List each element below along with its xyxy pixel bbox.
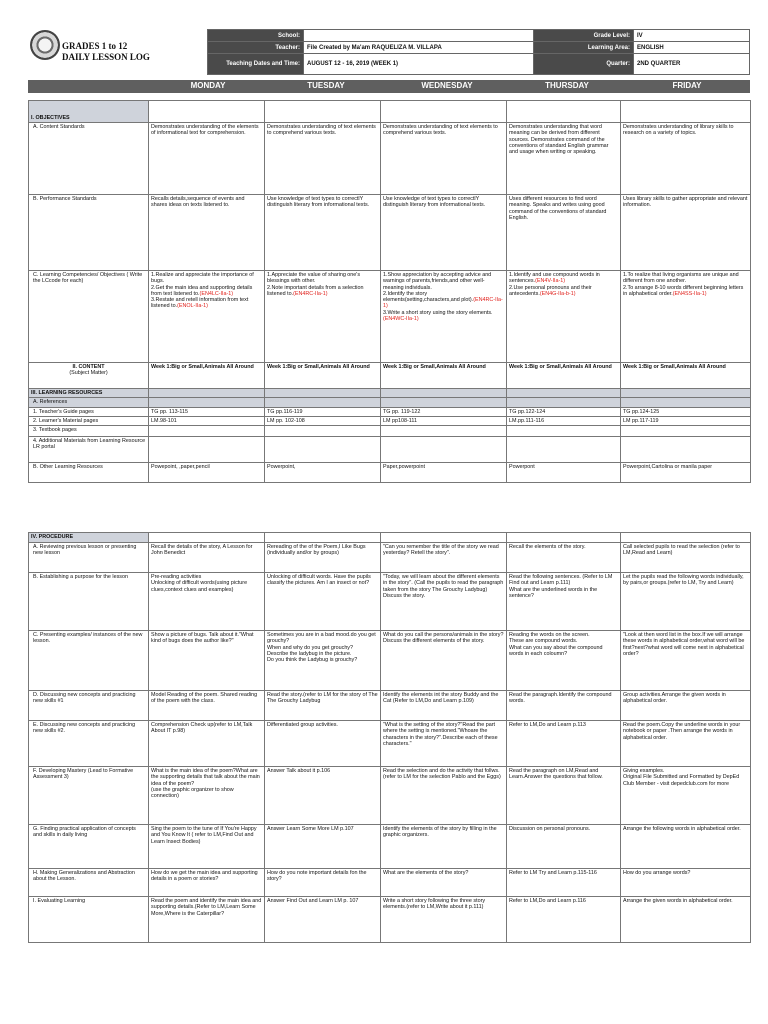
proc-d-tuesday: Read the story.(refer to LM for the story of The The Grouchy Ladybug xyxy=(265,691,381,721)
objectives-resources-table xyxy=(28,100,751,483)
content-monday: Week 1:Big or Small,Animals All Around xyxy=(149,363,265,389)
proc-g-friday: Arrange the following words in alphabetical order. xyxy=(621,825,751,869)
proc-b-friday: Let the pupils read the following words individually, by pairs,or groups.(refer to LM, Try and Learn) xyxy=(621,573,751,631)
proc-b-tuesday: Unlocking of difficult words. Have the pupils classify the pictures. Am I an insect or not? xyxy=(265,573,381,631)
proc-b-thursday: Read the following sentences. (Refer to LM Find out and Learn p.111) What are the underlined words in the sentence? xyxy=(507,573,621,631)
learning-resources-heading: III. LEARNING RESOURCES xyxy=(29,389,149,398)
proc-f-monday: What is the main idea of the poem?What are the supporting details that talk about the main idea of the poem? (use the graphic organizer to show connection) xyxy=(149,767,265,825)
log-title xyxy=(62,41,150,63)
procedure-table xyxy=(28,532,751,943)
ps-friday: Uses library skills to gather appropriate and relevant information. xyxy=(621,195,751,271)
lc-thursday: 1.Identify and use compound words in sentences.(EN4V-IIa-1) 2.Use personal pronouns and their antecedents.(EN4G-IIa-b-1) xyxy=(507,271,621,363)
content-tuesday: Week 1:Big or Small,Animals All Around xyxy=(265,363,381,389)
other-thursday: Powerpont xyxy=(507,463,621,483)
tg-friday: TG pp.124-125 xyxy=(621,407,751,416)
day-wednesday: WEDNESDAY xyxy=(421,81,473,90)
log-title-line1: GRADES 1 to 12 xyxy=(62,41,128,51)
objectives-heading: I. OBJECTIVES xyxy=(29,101,149,123)
quarter-value: 2ND QUARTER xyxy=(634,54,750,75)
proc-f-friday: Giving examples. Original File Submitted and Formatted by DepEd Club Member - visit depedclub.com for more xyxy=(621,767,751,825)
cs-tuesday: Demonstrates understanding of text elements to comprehend various texts. xyxy=(265,123,381,195)
proc-a-tuesday: Rereading of the of the Poem,I Like Bugs (individually and/or by groups) xyxy=(265,543,381,573)
log-title-line2: DAILY LESSON LOG xyxy=(62,52,150,62)
proc-d-thursday: Read the paragraph.Identify the compound words. xyxy=(507,691,621,721)
tg-wednesday: TG pp. 119-122 xyxy=(381,407,507,416)
proc-i-tuesday: Answer Find Out and Learn LM p. 107 xyxy=(265,897,381,943)
proc-e-wednesday: "What is the setting of the story?"Read the part where the setting is mentioned."Whoare the characters in the story?".Describe each of these characters." xyxy=(381,721,507,767)
lm-tuesday: LM pp. 102-108 xyxy=(265,416,381,425)
proc-f-thursday: Read the paragraph on LM,Read and Learn.Answer the questions that follow. xyxy=(507,767,621,825)
procedure-heading: IV. PROCEDURE xyxy=(29,533,149,543)
proc-f-label: F. Developing Mastery (Lead to Formative Assessment 3) xyxy=(29,767,149,825)
cs-monday: Demonstrates understanding of the elements of informational text for comprehension. xyxy=(149,123,265,195)
grade-value: IV xyxy=(634,30,750,42)
dates-label: Teaching Dates and Time: xyxy=(208,54,304,75)
proc-h-label: H. Making Generalizations and Abstraction about the Lesson. xyxy=(29,869,149,897)
proc-d-friday: Group activities.Arrange the given words in alphabetical order. xyxy=(621,691,751,721)
cs-thursday: Demonstrates understanding that word meaning can be derived from different sources. Demonstrates command of the conventions of standard English grammar and usage when writing or speaking. xyxy=(507,123,621,195)
other-tuesday: Powerpoint, xyxy=(265,463,381,483)
ps-thursday: Uses different resources to find word meaning. Speaks and writes using good command of the conventions of standard English. xyxy=(507,195,621,271)
proc-h-wednesday: What are the elements of the story? xyxy=(381,869,507,897)
content-friday: Week 1:Big or Small,Animals All Around xyxy=(621,363,751,389)
lc-monday: 1.Realize and appreciate the importance of bugs. 2.Get the main idea and supporting details from text listened to.(EN4LC-IIa-1) 3.Restate and retell information from text listened to.(ENOL-IIa-1) xyxy=(149,271,265,363)
proc-e-friday: Read the poem.Copy the underline words in your notebook or paper .Then arrange the words in alphabetical order. xyxy=(621,721,751,767)
proc-g-tuesday: Answer Learn Some More LM p.107 xyxy=(265,825,381,869)
proc-a-wednesday: "Can you remember the title of the story we read yesterday? Retell the story". xyxy=(381,543,507,573)
lm-friday: LM pp.117-119 xyxy=(621,416,751,425)
weekday-header xyxy=(28,80,750,93)
proc-g-wednesday: Identify the elements of the story by filling in the graphic organizers. xyxy=(381,825,507,869)
school-label: School: xyxy=(208,30,304,42)
additional-materials-label: 4. Additional Materials from Learning Resource LR portal xyxy=(29,437,149,463)
performance-standards-label: B. Performance Standards xyxy=(29,195,149,271)
proc-i-label: I. Evaluating Learning xyxy=(29,897,149,943)
cs-wednesday: Demonstrates understanding of text elements to comprehend various texts. xyxy=(381,123,507,195)
lc-wednesday: 1.Show appreciation by accepting advice and warnings of parents,friends,and other well-meaning individuals. 2.Identify the story elements(setting,characters,and plot).(EN4RC-IIa-1) 3.Write a short story using the story elements.(EN4WC-IIa-1) xyxy=(381,271,507,363)
lc-friday: 1.To realize that living organisms are unique and different from one another. 2.To arrange 8-10 words different beginning letters in alphabetical order.(EN4SS-IIa-1) xyxy=(621,271,751,363)
day-monday: MONDAY xyxy=(190,81,226,90)
textbook-pages-label: 3. Textbook pages xyxy=(29,426,149,437)
proc-b-wednesday: "Today, we will learn about the different elements in the story". (Call the pupils to read the paragraph taken from the story The Grouchy Ladybug) Discuss the story. xyxy=(381,573,507,631)
area-label: Learning Area: xyxy=(534,42,634,54)
proc-c-monday: Show a picture of bugs. Talk about it."What kind of bugs does the author like?" xyxy=(149,631,265,691)
lm-pages-label: 2. Learner's Material pages xyxy=(29,416,149,425)
area-value: ENGLISH xyxy=(634,42,750,54)
content-thursday: Week 1:Big or Small,Animals All Around xyxy=(507,363,621,389)
proc-h-thursday: Refer to LM Try and Learn p.115-116 xyxy=(507,869,621,897)
proc-i-monday: Read the poem and identify the main idea and supporting details.(Refer to LM,Learn Some More,Where is the Caterpillar? xyxy=(149,897,265,943)
proc-d-monday: Model Reading of the poem. Shared reading of the poem with the class. xyxy=(149,691,265,721)
proc-d-wednesday: Identify the elements int the story Buddy and the Cat (Refer to LM,Do and Learn p.109) xyxy=(381,691,507,721)
other-friday: Powerpoint,Cartolina or manila paper xyxy=(621,463,751,483)
deped-seal-icon xyxy=(30,30,60,60)
lm-monday: LM.98-101 xyxy=(149,416,265,425)
proc-e-monday: Comprehension Check up(refer to LM,Talk About IT p.98) xyxy=(149,721,265,767)
proc-i-wednesday: Write a short story following the three story elements.(refer to LM,Write about it p.111) xyxy=(381,897,507,943)
proc-f-wednesday: Read the selection and do the activity that follws.(refer to LM for the selection Pablo and the Eggs) xyxy=(381,767,507,825)
teacher-value: File Created by Ma'am RAQUELIZA M. VILLAPA xyxy=(304,42,534,54)
proc-c-friday: "Look at then word list in the box.If we will arrange these words in alphabetical order,what word will be first?next?what word will come next in alphabetical order? xyxy=(621,631,751,691)
proc-h-friday: How do you arrange words? xyxy=(621,869,751,897)
proc-h-monday: How do we get the main idea and supporting details in a poem or stories? xyxy=(149,869,265,897)
tg-thursday: TG pp.122-124 xyxy=(507,407,621,416)
ps-wednesday: Use knowledge of text types to correctlY distinguish literary from informational texts. xyxy=(381,195,507,271)
content-standards-label: A. Content Standards xyxy=(29,123,149,195)
grade-label: Grade Level: xyxy=(534,30,634,42)
proc-e-tuesday: Differentiated group activities. xyxy=(265,721,381,767)
lc-tuesday: 1.Appreciate the value of sharing one's blessings with other. 2.Note important details from a selection listened to.(EN4RC-IIa-1) xyxy=(265,271,381,363)
proc-a-thursday: Recall the elements of the story. xyxy=(507,543,621,573)
other-resources-label: B. Other Learning Resources xyxy=(29,463,149,483)
dates-value: AUGUST 12 - 16, 2019 (WEEK 1) xyxy=(304,54,534,75)
proc-a-friday: Call selected pupils to read the selection (refer to LM,Read and Learn) xyxy=(621,543,751,573)
proc-e-thursday: Refer to LM,Do and Learn p.113 xyxy=(507,721,621,767)
proc-i-friday: Arrange the given words in alphabetical order. xyxy=(621,897,751,943)
proc-f-tuesday: Answer Talk about it p.106 xyxy=(265,767,381,825)
learning-competencies-label: C. Learning Competencies/ Objectives ( Write the LCcode for each) xyxy=(29,271,149,363)
proc-a-label: A. Reviewing previous lesson or presenting new lesson xyxy=(29,543,149,573)
proc-c-thursday: Reading the words on the screen. These are compound words. What can you say about the compound words in each coloumn? xyxy=(507,631,621,691)
day-thursday: THURSDAY xyxy=(545,81,589,90)
proc-g-thursday: Discussion on personal pronouns. xyxy=(507,825,621,869)
cs-friday: Demonstrates understanding of library skills to research on a variety of topics. xyxy=(621,123,751,195)
content-wednesday: Week 1:Big or Small,Animals All Around xyxy=(381,363,507,389)
ps-monday: Recalls details,sequence of events and shares ideas on texts listened to. xyxy=(149,195,265,271)
proc-g-label: G. Finding practical application of concepts and skills in daily living xyxy=(29,825,149,869)
tg-pages-label: 1. Teacher's Guide pages xyxy=(29,407,149,416)
day-tuesday: TUESDAY xyxy=(307,81,345,90)
header-info-table xyxy=(207,29,750,75)
tg-monday: TG pp. 113-115 xyxy=(149,407,265,416)
lm-thursday: LM.pp.111-116 xyxy=(507,416,621,425)
references-label: A. References xyxy=(29,398,149,407)
lm-wednesday: LM pp108-111 xyxy=(381,416,507,425)
other-monday: Powepoint, ,paper,pencil xyxy=(149,463,265,483)
school-value xyxy=(304,30,534,42)
content-label: II. CONTENT (Subject Matter) xyxy=(29,363,149,389)
proc-g-monday: Sing the poem to the tune of If You're Happy and You Know It ( refer to LM,Find Out and Learn Insect Bodies) xyxy=(149,825,265,869)
proc-b-monday: Pre-reading activities Unlocking of difficult words(using picture clues,context clues and examples) xyxy=(149,573,265,631)
proc-h-tuesday: How do you note important details fon the story? xyxy=(265,869,381,897)
other-wednesday: Paper,powerpoint xyxy=(381,463,507,483)
proc-i-thursday: Refer to LM,Do and Learn p.116 xyxy=(507,897,621,943)
proc-b-label: B. Establishing a purpose for the lesson xyxy=(29,573,149,631)
quarter-label: Quarter: xyxy=(534,54,634,75)
proc-a-monday: Recall the details of the story, A Lesson for John Benedict xyxy=(149,543,265,573)
ps-tuesday: Use knowledge of text types to correctlY distinguish literary from informational texts. xyxy=(265,195,381,271)
teacher-label: Teacher: xyxy=(208,42,304,54)
tg-tuesday: TG pp.116-119 xyxy=(265,407,381,416)
proc-d-label: D. Discussing new concepts and practicing new skills #1 xyxy=(29,691,149,721)
proc-e-label: E. Discussing new concepts and practicing new skills #2. xyxy=(29,721,149,767)
day-friday: FRIDAY xyxy=(672,81,702,90)
proc-c-wednesday: What do you call the persons/animals in the story? Discuss the different elements of the story. xyxy=(381,631,507,691)
proc-c-label: C. Presenting examples/ instances of the new lesson. xyxy=(29,631,149,691)
proc-c-tuesday: Sometimes you are in a bad mood.do you get grouchy? When and why do you get grouchy? Describe the ladybug in the picture. Do you think the Ladybug is grouchy? xyxy=(265,631,381,691)
